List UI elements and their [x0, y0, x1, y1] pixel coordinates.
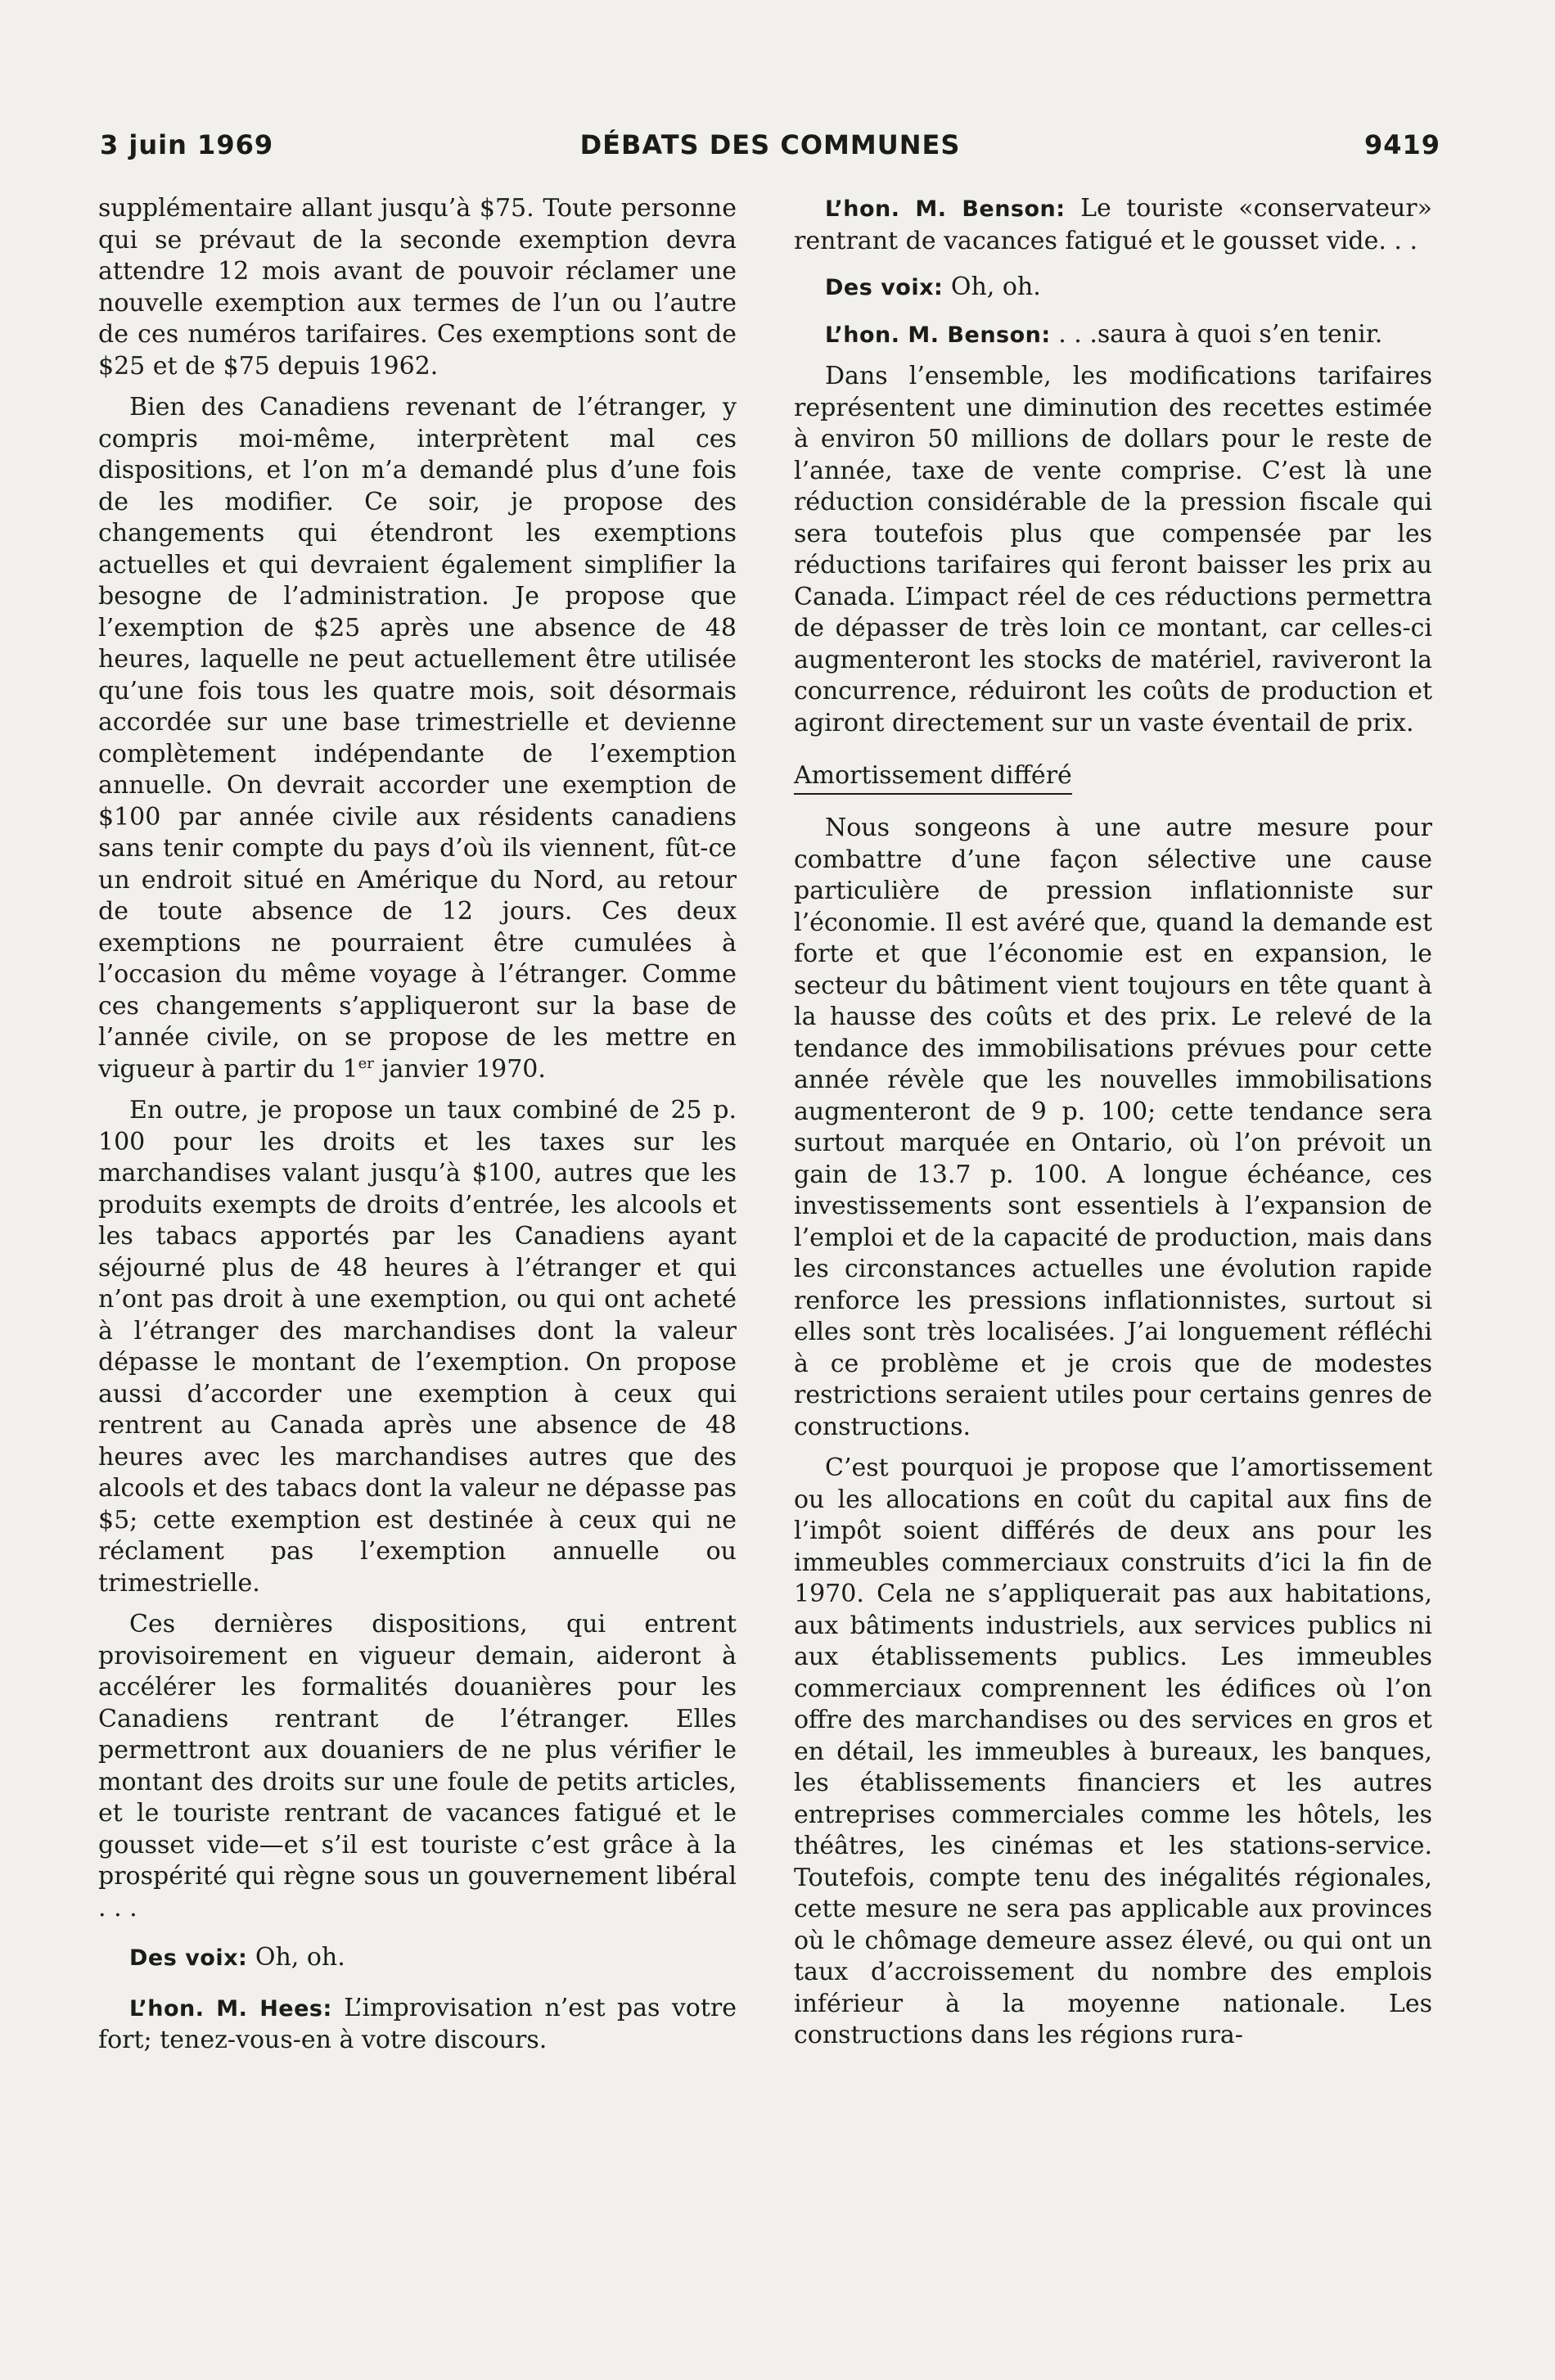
right-paragraph-2: Nous songeons à une autre mesure pour combattre d’une façon sélective une cause particulière de pression inflationniste sur l’économie. Il est avéré que, quand la demande est forte et que l’économie est en expansion, le secteur du bâtiment vient toujours en tête quant à la hausse des coûts et des prix. Le relevé de la tendance des immobilisations prévues pour cette année révèle que les nouvelles immobilisations augmenteront de 9 p. 100; cette tendance sera surtout marquée en Ontario, où l’on prévoit un gain de 13.7 p. 100. A longue échéance, ces investissements sont essentiels à l’expansion de l’emploi et de la capacité de production, mais dans les circonstances actuelles une évolution rapide renforce les pressions inflationnistes, surtout si elles sont très localisées. J’ai longuement réfléchi à ce problème et je crois que de modestes restrictions seraient utiles pour certains genres de constructions. [794, 814, 1432, 1441]
superscript-er: er [358, 1054, 374, 1072]
speech-benson-2 [794, 319, 1432, 352]
right-column [794, 193, 1432, 2062]
speaker-name: L’hon. M. Benson: [825, 322, 1051, 348]
speech-hees [98, 1993, 737, 2057]
speech-text: Le touriste «conservateur» rentrant de vacances fatigué et le gousset vide. . . [794, 194, 1432, 255]
speech-text: Oh, oh. [255, 1943, 345, 1972]
running-header [100, 129, 1440, 170]
header-page-number: 9419 [1363, 129, 1440, 160]
section-heading-text: Amortissement différé [794, 762, 1072, 795]
section-heading [794, 749, 1432, 813]
left-paragraph-4: Ces dernières dispositions, qui entrent provisoirement en vigueur demain, aideront à accélérer les formalités douanières pour les Canadiens rentrant de l’étranger. Elles permettront aux douaniers de ne plus vérifier le montant des droits sur une foule de petits articles, et le touriste rentrant de vacances fatigué et le gousset vide—et s’il est touriste c’est grâce à la prospérité qui règne sous un gouvernement libéral . . . [98, 1610, 737, 1922]
right-paragraph-1: Dans l’ensemble, les modifications tarifaires représentent une diminution des recettes estimée à environ 50 millions de dollars pour le reste de l’année, taxe de vente comprise. C’est là une réduction considérable de la pression fiscale qui sera toutefois plus que compensée par les réductions tarifaires qui feront baisser les prix au Canada. L’impact réel de ces réductions permettra de dépasser de très loin ce montant, car celles-ci augmenteront les stocks de matériel, raviveront la concurrence, réduiront les coûts de production et agiront directement sur un vaste éventail de prix. [794, 362, 1432, 737]
speaker-name: Des voix: [825, 275, 944, 300]
speech-des-voix [98, 1942, 737, 1975]
left-paragraph-3: En outre, je propose un taux combiné de 25 p. 100 pour les droits et les taxes sur les marchandises valant jusqu’à $100, autres que les produits exempts de droits d’entrée, les alcools et les tabacs apportés par les Canadiens ayant séjourné plus de 48 heures à l’étranger et qui n’ont pas droit à une exemption, ou qui ont acheté à l’étranger des marchandises dont la valeur dépasse le montant de l’exemption. On propose aussi d’accorder une exemption à ceux qui rentrent au Canada après une absence de 48 heures avec les marchandises autres que des alcools et des tabacs dont la valeur ne dépasse pas $5; cette exemption est destinée à ceux qui ne réclament pas l’exemption annuelle ou trimestrielle. [98, 1096, 737, 1598]
speaker-name: L’hon. M. Benson: [825, 196, 1066, 222]
left-paragraph-2-end: janvier 1970. [373, 1054, 546, 1084]
left-paragraph-2 [98, 392, 737, 1085]
speaker-name: Des voix: [129, 1945, 248, 1971]
speech-benson-1 [794, 193, 1432, 257]
left-paragraph-2-text: Bien des Canadiens revenant de l’étranger, y compris moi-même, interprètent mal ces dispositions, et l’on m’a demandé plus d’une fois de les modifier. Ce soir, je propose des changements qui étendront les exemptions actuelles et qui devraient également simplifier la besogne de l’administration. Je propose que l’exemption de $25 après une absence de 48 heures, laquelle ne peut actuellement être utilisée qu’une fois tous les quatre mois, soit désormais accordée sur une base trimestrielle et devienne complètement indépendante de l’exemption annuelle. On devrait accorder une exemption de $100 par année civile aux résidents canadiens sans tenir compte du pays d’où ils viennent, fût-ce un endroit situé en Amérique du Nord, au retour de toute absence de 12 jours. Ces deux exemptions ne pourraient être cumulées à l’occasion du même voyage à l’étranger. Comme ces changements s’appliqueront sur la base de l’année civile, on se propose de les mettre en vigueur à partir du 1 [98, 393, 737, 1084]
header-date: 3 juin 1969 [100, 129, 274, 160]
speech-text: L’improvisation n’est pas votre fort; tenez-vous-en à votre discours. [98, 1993, 737, 2054]
header-title: DÉBATS DES COMMUNES [579, 129, 961, 160]
speech-text: . . .saura à quoi s’en tenir. [1058, 319, 1383, 349]
left-column [98, 193, 737, 2075]
speaker-name: L’hon. M. Hees: [129, 1995, 332, 2022]
right-paragraph-3: C’est pourquoi je propose que l’amortissement ou les allocations en coût du capital aux fins de l’impôt soient différés de deux ans pour les immeubles commerciaux construits d’ici la fin de 1970. Cela ne s’appliquerait pas aux habitations, aux bâtiments industriels, aux services publics ni aux établissements publics. Les immeubles commerciaux comprennent les édifices où l’on offre des marchandises ou des services en gros et en détail, les immeubles à bureaux, les banques, les établissements financiers et les autres entreprises commerciales comme les hôtels, les théâtres, les cinémas et les stations-service. Toutefois, compte tenu des inégalités régionales, cette mesure ne sera pas applicable aux provinces où le chômage demeure assez élevé, ou qui ont un taux d’accroissement du nombre des emplois inférieur à la moyenne nationale. Les constructions dans les régions rura- [794, 1454, 1432, 2049]
left-paragraph-1: supplémentaire allant jusqu’à $75. Toute personne qui se prévaut de la seconde exemption devra attendre 12 mois avant de pouvoir réclamer une nouvelle exemption aux termes de l’un ou l’autre de ces numéros tarifaires. Ces exemptions sont de $25 et de $75 depuis 1962. [98, 194, 737, 381]
speech-text: Oh, oh. [950, 273, 1041, 301]
speech-des-voix [794, 272, 1432, 304]
